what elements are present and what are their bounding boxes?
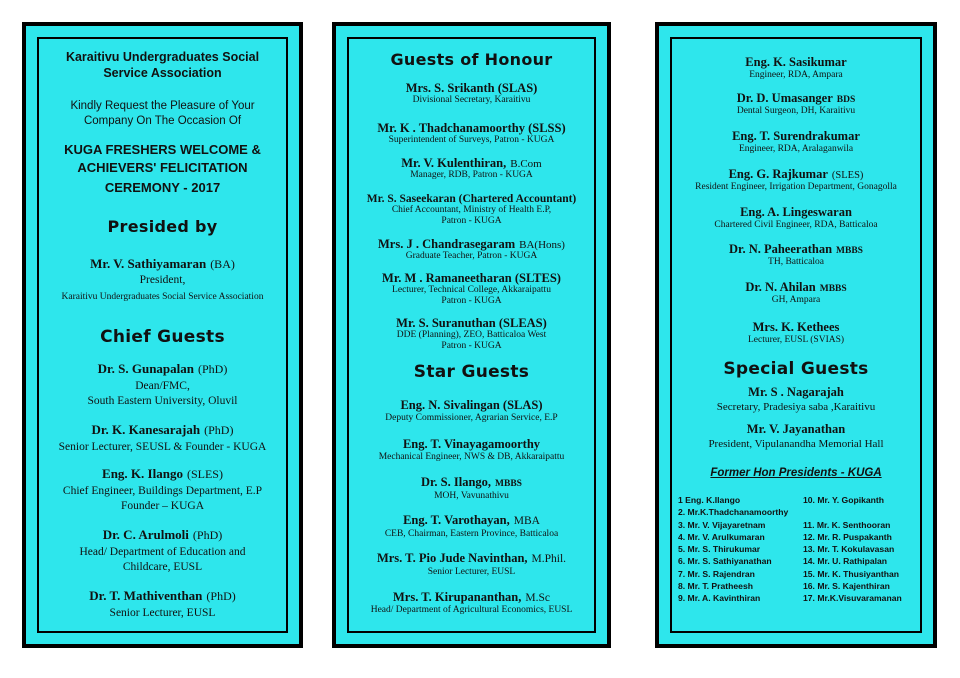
honour-guest-name: Mr. M . Ramaneetharan (SLTES) <box>382 271 561 285</box>
honour-guest-detail: Patron - KUGA <box>441 216 502 226</box>
list-item: 17. Mr.K.Visuvaramanan <box>803 593 902 604</box>
guest-name: Eng. G. Rajkumar (SLES) <box>728 167 864 181</box>
star-guest-name: Mrs. T. Kirupananthan, M.Sc <box>393 590 550 604</box>
honour-guest-detail: Patron - KUGA <box>441 341 502 351</box>
list-item: 11. Mr. K. Senthooran <box>803 519 891 530</box>
guest-detail: Engineer, RDA, Ampara <box>749 70 843 80</box>
guest-name: Mrs. K. Kethees <box>752 320 840 334</box>
chief-guest-name: Dr. C. Arulmoli (PhD) <box>102 527 223 542</box>
honour-guest-detail: DDE (Planning), ZEO, Batticaloa West <box>396 330 547 340</box>
honour-guest-detail: Divisional Secretary, Karaitivu <box>412 95 531 105</box>
star-guest-detail: Senior Lecturer, EUSL <box>427 567 516 577</box>
honour-guest-detail: Manager, RDB, Patron - KUGA <box>410 170 533 180</box>
star-guest-detail: Deputy Commissioner, Agrarian Service, E.P <box>385 413 558 423</box>
honour-guest-name: Mrs. J . Chandrasegaram BA(Hons) <box>378 237 565 251</box>
list-item: 14. Mr. U. Rathipalan <box>803 556 888 567</box>
honour-guest-detail: Superintendent of Surveys, Patron - KUGA <box>388 135 555 145</box>
list-item: 16. Mr. S. Kajenthiran <box>803 581 890 592</box>
org-name-line1: Karaitivu Undergraduates Social <box>65 50 260 64</box>
former-presidents-heading: Former Hon Presidents - KUGA <box>710 467 882 479</box>
list-item: 1 Eng. K.Ilango <box>678 495 741 505</box>
star-guests-heading: Star Guests <box>413 362 530 382</box>
chief-guest-name: Eng. K. Ilango (SLES) <box>102 466 223 481</box>
chief-guest-detail: Head/ Department of Education and <box>79 546 246 558</box>
request-line1: Kindly Request the Pleasure of Your <box>70 100 255 112</box>
list-item: 15. Mr. K. Thusiyanthan <box>803 568 899 579</box>
list-item: 7. Mr. S. Rajendran <box>678 568 755 579</box>
star-guest-name: Eng. N. Sivalingan (SLAS) <box>400 398 543 412</box>
event-title-line2: ACHIEVERS' FELICITATION <box>77 160 248 175</box>
org-name-line2: Service Association <box>103 66 222 80</box>
special-guest-detail: Secretary, Pradesiya saba ,Karaitivu <box>716 401 876 413</box>
honour-guest-detail: Patron - KUGA <box>441 296 502 306</box>
special-guest-name: Mr. S . Nagarajah <box>748 385 844 399</box>
list-item: 12. Mr. R. Puspakanth <box>803 531 892 542</box>
chief-guest-detail: Senior Lecturer, EUSL <box>109 607 216 619</box>
star-guest-detail: MOH, Vavunathivu <box>434 491 509 501</box>
honour-guest-name: Mr. S. Suranuthan (SLEAS) <box>396 316 547 330</box>
guest-detail: TH, Batticaloa <box>768 257 824 267</box>
guest-detail: Chartered Civil Engineer, RDA, Batticaloa <box>714 220 878 230</box>
panel-left-frame <box>37 37 288 633</box>
star-guest-detail: Mechanical Engineer, NWS & DB, Akkaraipattu <box>378 452 565 462</box>
event-title-line1: KUGA FRESHERS WELCOME & <box>64 142 261 157</box>
list-item: 6. Mr. S. Sathiyanathan <box>678 556 772 567</box>
president-role: President, <box>139 274 186 286</box>
event-title-line3: CEREMONY - 2017 <box>104 180 221 195</box>
guest-name: Dr. N. Ahilan MBBS <box>745 280 847 294</box>
list-item: 10. Mr. Y. Gopikanth <box>803 495 885 505</box>
chief-guest-name: Dr. S. Gunapalan (PhD) <box>97 361 228 376</box>
chief-guest-detail: Founder – KUGA <box>120 500 205 512</box>
chief-guest-detail: Childcare, EUSL <box>122 561 203 573</box>
chief-guest-detail: South Eastern University, Oluvil <box>87 395 238 407</box>
star-guest-name: Eng. T. Varothayan, MBA <box>403 513 540 527</box>
list-item: 9. Mr. A. Kavinthiran <box>678 593 761 604</box>
guest-name: Eng. A. Lingeswaran <box>740 205 852 219</box>
panel-left <box>22 22 303 648</box>
star-guest-detail: CEB, Chairman, Eastern Province, Batticaloa <box>384 529 559 539</box>
request-line2: Company On The Occasion Of <box>83 115 242 127</box>
honour-guest-name: Mr. S. Saseekaran (Chartered Accountant) <box>366 193 577 205</box>
chief-guest-detail: Chief Engineer, Buildings Department, E.P <box>62 485 263 497</box>
chief-guest-detail: Senior Lecturer, SEUSL & Founder - KUGA <box>58 441 267 453</box>
star-guest-name: Dr. S. Ilango, MBBS <box>421 475 522 489</box>
chief-guest-name: Dr. K. Kanesarajah (PhD) <box>91 422 234 437</box>
guest-name: Eng. T. Surendrakumar <box>732 129 860 143</box>
list-item: 5. Mr. S. Thirukumar <box>678 544 761 555</box>
special-guest-detail: President, Vipulanandha Memorial Hall <box>708 438 884 450</box>
guest-detail: Resident Engineer, Irrigation Department, Gonagolla <box>695 182 897 192</box>
honour-guest-detail: Chief Accountant, Ministry of Health E.P, <box>391 205 552 215</box>
panel-middle <box>332 22 611 648</box>
honour-guest-name: Mr. V. Kulenthiran, B.Com <box>401 156 542 170</box>
honour-guest-name: Mrs. S. Srikanth (SLAS) <box>405 81 538 95</box>
star-guest-name: Mrs. T. Pio Jude Navinthan, M.Phil. <box>376 551 567 565</box>
honour-guest-detail: Graduate Teacher, Patron - KUGA <box>405 251 538 261</box>
president-name-text: Mr. V. Sathiyamaran <box>90 256 207 271</box>
president-degree: (BA) <box>210 257 235 271</box>
guest-name: Dr. N. Paheerathan MBBS <box>729 242 863 256</box>
president-org: Karaitivu Undergraduates Social Service Association <box>61 292 264 302</box>
star-guest-name: Eng. T. Vinayagamoorthy <box>402 437 541 451</box>
former-presidents-list-left <box>678 494 788 605</box>
guests-of-honour-heading: Guests of Honour <box>390 50 553 69</box>
guest-detail: Lecturer, EUSL (SVIAS) <box>747 335 845 345</box>
honour-guest-detail: Lecturer, Technical College, Akkaraipattu <box>392 285 551 295</box>
presided-heading: Presided by <box>107 217 218 236</box>
list-item: 3. Mr. V. Vijayaretnam <box>678 519 766 530</box>
chief-guests-heading: Chief Guests <box>100 327 225 347</box>
list-item: 2. Mr.K.Thadchanamoorthy <box>678 507 789 518</box>
president-name <box>39 255 286 273</box>
former-presidents-list-right <box>803 494 902 605</box>
special-guests-heading: Special Guests <box>723 359 869 379</box>
list-item <box>803 506 902 518</box>
guest-name: Eng. K. Sasikumar <box>745 55 847 69</box>
guest-detail: Engineer, RDA, Aralaganwila <box>738 144 854 154</box>
guest-name: Dr. D. Umasanger BDS <box>736 91 856 105</box>
panel-right <box>655 22 937 648</box>
list-item: 13. Mr. T. Kokulavasan <box>803 544 895 555</box>
panel-right-frame <box>670 37 922 633</box>
panel-middle-frame <box>347 37 596 633</box>
star-guest-detail: Head/ Department of Agricultural Economics, EUSL <box>370 605 573 615</box>
honour-guest-name: Mr. K . Thadchanamoorthy (SLSS) <box>377 121 566 135</box>
guest-detail: Dental Surgeon, DH, Karaitivu <box>736 106 856 116</box>
chief-guest-detail: Dean/FMC, <box>135 380 190 392</box>
guest-detail: GH, Ampara <box>771 295 821 305</box>
special-guest-name: Mr. V. Jayanathan <box>746 422 846 436</box>
chief-guest-name: Dr. T. Mathiventhan (PhD) <box>89 588 236 603</box>
list-item: 8. Mr. T. Pratheesh <box>678 581 753 592</box>
list-item: 4. Mr. V. Arulkumaran <box>678 531 765 542</box>
